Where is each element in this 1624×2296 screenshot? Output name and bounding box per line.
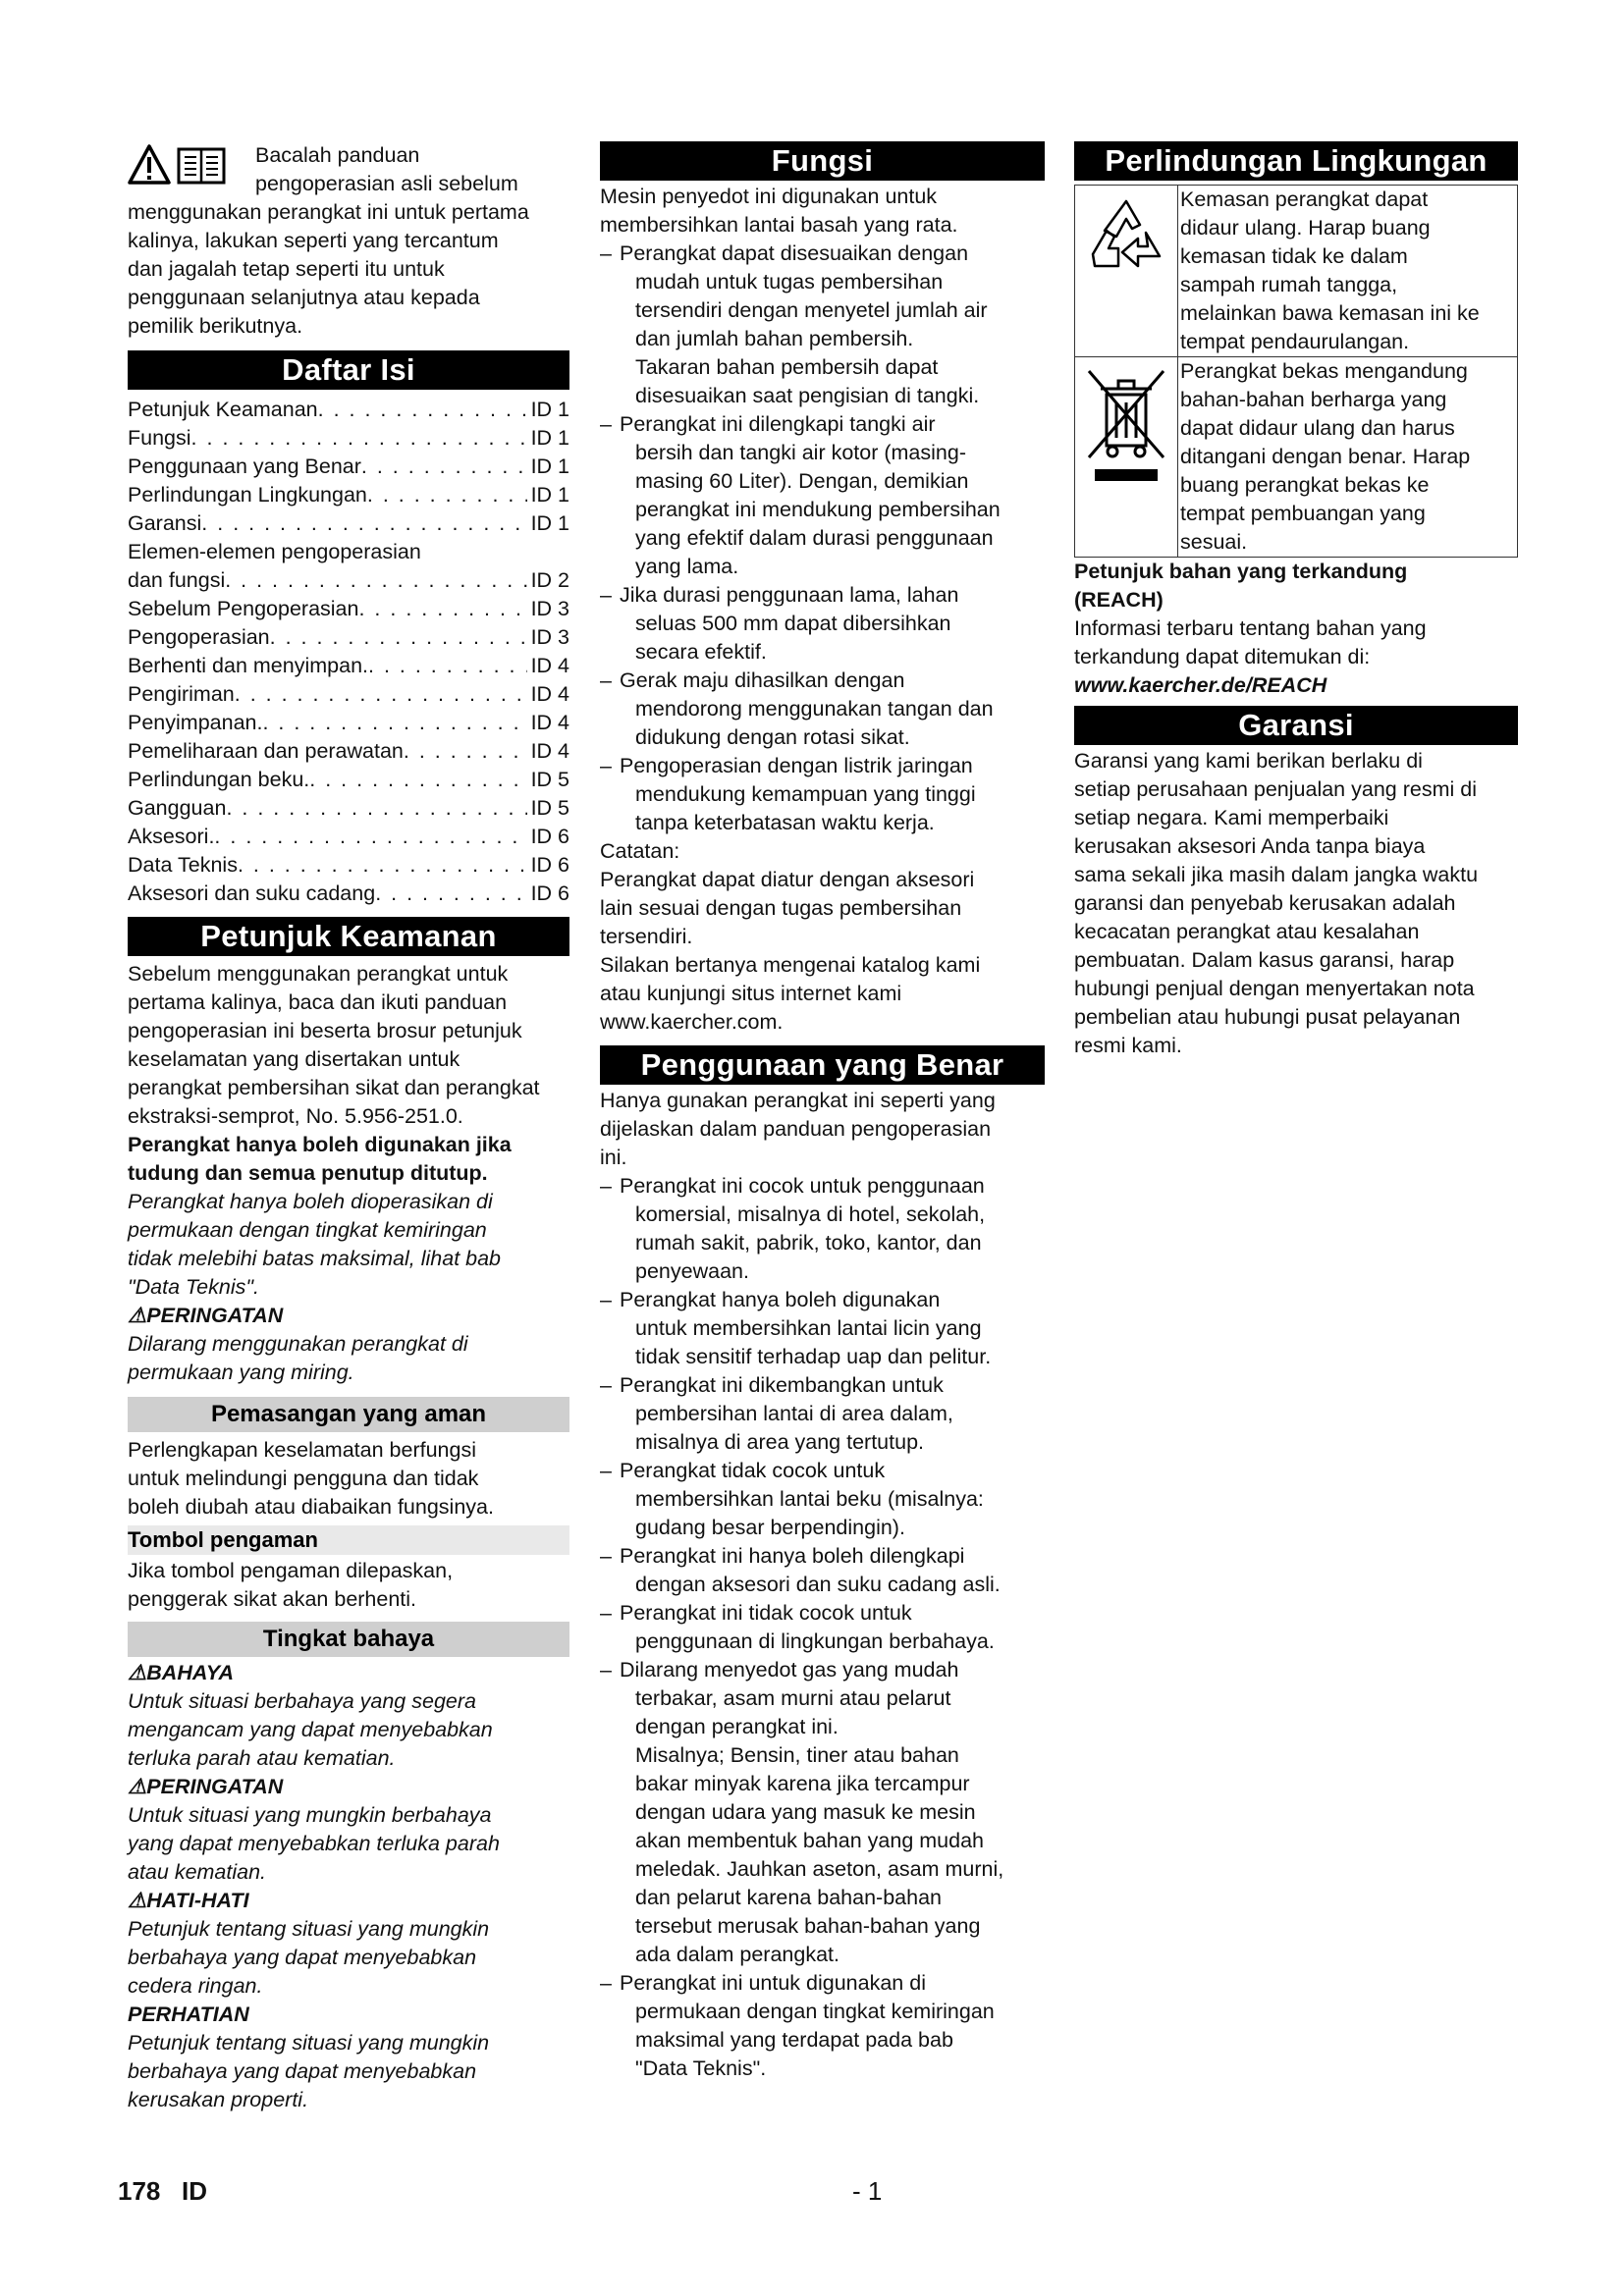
- usage-heading: Penggunaan yang Benar: [600, 1045, 1045, 1085]
- toc-entry-title: Pemeliharaan dan perawatan: [128, 739, 404, 763]
- intro-line: pemilik berikutnya.: [128, 314, 303, 338]
- toc-entry-page: ID 6: [530, 825, 569, 848]
- toc-entry-title: Aksesori dan suku cadang: [128, 881, 376, 905]
- text-line: tempat pendaurulangan.: [1180, 330, 1410, 353]
- list-item-line: rumah sakit, pabrik, toko, kantor, dan: [635, 1231, 982, 1255]
- list-item-line: dengan aksesori dan suku cadang asli.: [635, 1573, 1001, 1596]
- text-line: buang perangkat bekas ke: [1180, 473, 1430, 497]
- text-line: ekstraksi-semprot, No. 5.956-251.0.: [128, 1104, 463, 1128]
- toc-leader-dots: [262, 709, 526, 737]
- text-line: Perangkat dapat diatur dengan aksesori: [600, 868, 975, 891]
- warning-text: permukaan yang miring.: [128, 1361, 354, 1384]
- list-item: [600, 1656, 1045, 1969]
- toc-entry[interactable]: [128, 595, 569, 623]
- toc-entry-page: ID 4: [530, 682, 569, 706]
- text-line: pertama kalinya, baca dan ikuti panduan: [128, 990, 508, 1014]
- toc-leader-dots: [214, 823, 526, 851]
- toc-entry-page: ID 5: [530, 768, 569, 791]
- toc-entry-title: Elemen-elemen pengoperasian: [128, 540, 421, 563]
- toc-entry-page: ID 3: [530, 625, 569, 649]
- page-number-label: 178 ID: [118, 2176, 208, 2206]
- text-line: kemasan tidak ke dalam: [1180, 244, 1408, 268]
- list-item: [600, 667, 1045, 752]
- toc-entry-title: Berhenti dan menyimpan.: [128, 654, 369, 677]
- reach-heading: (REACH): [1074, 588, 1164, 612]
- text-line: resmi kami.: [1074, 1034, 1182, 1057]
- text-line: tersendiri.: [600, 925, 693, 948]
- toc-entry-page: ID 3: [530, 597, 569, 620]
- text-line: terkandung dapat ditemukan di:: [1074, 645, 1371, 668]
- list-item-line: Takaran bahan pembersih dapat: [635, 355, 939, 379]
- list-item-line: – Perangkat tidak cocok untuk: [600, 1457, 1045, 1485]
- list-item-line: – Perangkat ini dilengkapi tangki air: [600, 410, 1045, 439]
- toc-entry[interactable]: [128, 680, 569, 709]
- text-line: atau kunjungi situs internet kami: [600, 982, 902, 1005]
- safety-heading: Petunjuk Keamanan: [128, 917, 569, 956]
- toc-leader-dots: [201, 509, 526, 538]
- list-item-line: permukaan dengan tingkat kemiringan: [635, 2000, 995, 2023]
- list-item: [600, 752, 1045, 837]
- toc-entry-title: Garansi: [128, 511, 202, 535]
- list-item-line: terbakar, asam murni atau pelarut: [635, 1686, 951, 1710]
- list-item-line: meledak. Jauhkan aseton, asam murni,: [635, 1857, 1004, 1881]
- list-item-line: perangkat ini mendukung pembersihan: [635, 498, 1001, 521]
- text-line: keselamatan yang disertakan untuk: [128, 1047, 460, 1071]
- intro-note: [128, 141, 569, 341]
- install-heading: Pemasangan yang aman: [128, 1397, 569, 1432]
- list-item-line: mudah untuk tugas pembersihan: [635, 270, 944, 294]
- toc-entry[interactable]: [128, 424, 569, 453]
- warning-text: Untuk situasi yang mungkin berbahaya: [128, 1803, 492, 1827]
- toc-entry-title: Gangguan: [128, 796, 227, 820]
- toc-entry-page: ID 4: [530, 654, 569, 677]
- text-line: tempat pembuangan yang: [1180, 502, 1426, 525]
- toc-entry-page: ID 4: [530, 739, 569, 763]
- list-item-line: yang lama.: [635, 555, 739, 578]
- toc-entry[interactable]: [128, 851, 569, 880]
- text-line: bahan-bahan berharga yang: [1180, 388, 1447, 411]
- toc-leader-dots: [191, 424, 527, 453]
- toc-entry-title: Pengoperasian: [128, 625, 270, 649]
- toc-entry-title: Aksesori.: [128, 825, 215, 848]
- text-line: perangkat pembersihan sikat dan perangkat: [128, 1076, 540, 1099]
- caution-text: cedera ringan.: [128, 1974, 263, 1998]
- list-item: [600, 410, 1045, 581]
- list-item-line: ada dalam perangkat.: [635, 1943, 839, 1966]
- text-line: Hanya gunakan perangkat ini seperti yang: [600, 1089, 996, 1112]
- list-item-line: dan pelarut karena bahan-bahan: [635, 1886, 943, 1909]
- text-line: ini.: [600, 1146, 627, 1169]
- warning-manual-icon: [128, 143, 234, 187]
- text-line: hubungi penjual dengan menyertakan nota: [1074, 977, 1475, 1000]
- text-line: boleh diubah atau diabaikan fungsinya.: [128, 1495, 494, 1519]
- toc-entry-title: Petunjuk Keamanan: [128, 398, 318, 421]
- toc-leader-dots: [309, 766, 526, 794]
- notice-text: kerusakan properti.: [128, 2088, 309, 2111]
- text-line: pembuatan. Dalam kasus garansi, harap: [1074, 948, 1455, 972]
- list-item: [600, 1457, 1045, 1542]
- text-line: untuk melindungi pengguna dan tidak: [128, 1467, 479, 1490]
- list-item-line: gudang besar berpendingin).: [635, 1516, 905, 1539]
- toc-leader-dots: [367, 481, 527, 509]
- toc-entry-title: Fungsi: [128, 426, 191, 450]
- environment-table: [1074, 185, 1518, 558]
- list-item-line: secara efektif.: [635, 640, 767, 664]
- toc-entry[interactable]: [128, 396, 569, 424]
- text-line: Garansi yang kami berikan berlaku di: [1074, 749, 1423, 773]
- toc-leader-dots: [318, 396, 527, 424]
- toc-entry[interactable]: [128, 880, 569, 908]
- text-line: garansi dan penyebab kerusakan adalah: [1074, 891, 1456, 915]
- notice-text: Petunjuk tentang situasi yang mungkin: [128, 2031, 490, 2055]
- intro-line: Bacalah panduan: [255, 143, 420, 167]
- toc-entry-page: ID 6: [530, 881, 569, 905]
- toc-leader-dots: [226, 794, 526, 823]
- list-item-line: disesuaikan saat pengisian di tangki.: [635, 384, 980, 407]
- text-line: kecacatan perangkat atau kesalahan: [1074, 920, 1420, 943]
- text-line: lain sesuai dengan tugas pembersihan: [600, 896, 962, 920]
- list-item-line: untuk membersihkan lantai licin yang: [635, 1316, 982, 1340]
- warranty-text: [1074, 747, 1518, 1060]
- list-item-line: – Perangkat ini hanya boleh dilengkapi: [600, 1542, 1045, 1571]
- text-line: Informasi terbaru tentang bahan yang: [1074, 616, 1427, 640]
- list-item: [600, 1172, 1045, 1286]
- toc-leader-dots: [225, 566, 526, 595]
- list-item-line: yang efektif dalam durasi penggunaan: [635, 526, 994, 550]
- right-column: [1074, 141, 1518, 1060]
- toc-entry[interactable]: [128, 652, 569, 680]
- safety-intro: [128, 960, 569, 1131]
- list-item-line: dan jumlah bahan pembersih.: [635, 327, 914, 350]
- list-item-line: dengan perangkat ini.: [635, 1715, 839, 1738]
- text-line: Mesin penyedot ini digunakan untuk: [600, 185, 938, 208]
- list-item-line: mendorong menggunakan tangan dan: [635, 697, 994, 721]
- note-label: Catatan:: [600, 839, 680, 863]
- list-item: [600, 1969, 1045, 2083]
- list-item-line: – Perangkat ini cocok untuk penggunaan: [600, 1172, 1045, 1201]
- list-item: [600, 1286, 1045, 1371]
- text-line: Perangkat bekas mengandung: [1180, 359, 1468, 383]
- toc-entry[interactable]: [128, 481, 569, 509]
- list-item-line: seluas 500 mm dapat dibersihkan: [635, 612, 951, 635]
- intro-line: menggunakan perangkat ini untuk pertama: [128, 200, 529, 224]
- text-line: Kemasan perangkat dapat: [1180, 187, 1429, 211]
- usage-list: [600, 1172, 1045, 2083]
- list-item-line: "Data Teknis".: [635, 2056, 767, 2080]
- environment-heading: Perlindungan Lingkungan: [1074, 141, 1518, 181]
- toc-entry[interactable]: [128, 709, 569, 737]
- list-item: [600, 581, 1045, 667]
- text-line: Silakan bertanya mengenai katalog kami: [600, 953, 981, 977]
- list-item-line: mendukung kemampuan yang tinggi: [635, 782, 976, 806]
- text-line: pengoperasian ini beserta brosur petunjuk: [128, 1019, 522, 1042]
- warning-text: yang dapat menyebabkan terluka parah: [128, 1832, 500, 1855]
- warning-label: ⚠PERINGATAN: [128, 1775, 284, 1798]
- toc-entry[interactable]: [128, 566, 569, 595]
- list-item-line: pembersihan lantai di area dalam,: [635, 1402, 953, 1425]
- toc-entry[interactable]: [128, 737, 569, 766]
- function-list: [600, 240, 1045, 837]
- list-item-line: tanpa keterbatasan waktu kerja.: [635, 811, 935, 834]
- toc-entry[interactable]: [128, 453, 569, 481]
- bold-notice: tudung dan semua penutup ditutup.: [128, 1161, 488, 1185]
- list-item-line: komersial, misalnya di hotel, sekolah,: [635, 1202, 986, 1226]
- danger-text: terluka parah atau kematian.: [128, 1746, 396, 1770]
- toc-entry-page: ID 1: [530, 398, 569, 421]
- toc-entry[interactable]: [128, 538, 569, 566]
- text-line: sesuai.: [1180, 530, 1248, 554]
- text-line: www.kaercher.com.: [600, 1010, 784, 1034]
- list-item-line: dengan udara yang masuk ke mesin: [635, 1800, 976, 1824]
- toc-entry-page: ID 1: [530, 511, 569, 535]
- text-line: Sebelum menggunakan perangkat untuk: [128, 962, 509, 986]
- list-item-line: maksimal yang terdapat pada bab: [635, 2028, 953, 2052]
- text-line: dijelaskan dalam panduan pengoperasian: [600, 1117, 992, 1141]
- list-item: [600, 1371, 1045, 1457]
- intro-line: penggunaan selanjutnya atau kepada: [128, 286, 480, 309]
- intro-line: pengoperasian asli sebelum: [255, 172, 518, 195]
- warning-text: Dilarang menggunakan perangkat di: [128, 1332, 468, 1356]
- list-item: [600, 240, 1045, 410]
- env-row-disposal: [1075, 356, 1517, 557]
- toc-heading: Daftar Isi: [128, 350, 569, 390]
- text-line: setiap perusahaan penjualan yang resmi di: [1074, 777, 1477, 801]
- list-item-line: – Perangkat dapat disesuaikan dengan: [600, 240, 1045, 268]
- toc-leader-dots: [358, 595, 526, 623]
- env-row-packaging: [1075, 186, 1517, 356]
- toc-entry-title: Penggunaan yang Benar: [128, 454, 361, 478]
- toc-entry-title: Data Teknis: [128, 853, 238, 877]
- toc-leader-dots: [368, 652, 527, 680]
- danger-text: mengancam yang dapat menyebabkan: [128, 1718, 493, 1741]
- list-item: [600, 1542, 1045, 1599]
- toc-entry-title: Perlindungan beku.: [128, 768, 310, 791]
- danger-level-heading: Tingkat bahaya: [128, 1622, 569, 1657]
- text-line: setiap negara. Kami memperbaiki: [1074, 806, 1389, 829]
- italic-notice: tidak melebihi batas maksimal, lihat bab: [128, 1247, 502, 1270]
- list-item-line: – Gerak maju dihasilkan dengan: [600, 667, 1045, 695]
- text-line: sampah rumah tangga,: [1180, 273, 1398, 296]
- recycle-icon: [1075, 186, 1178, 356]
- list-item-line: penyewaan.: [635, 1259, 749, 1283]
- crossed-bin-icon: [1075, 357, 1178, 557]
- toc-entry-title: Perlindungan Lingkungan: [128, 483, 367, 507]
- italic-notice: permukaan dengan tingkat kemiringan: [128, 1218, 487, 1242]
- text-line: didaur ulang. Harap buang: [1180, 216, 1431, 240]
- list-item-line: – Pengoperasian dengan listrik jaringan: [600, 752, 1045, 780]
- caution-text: Petunjuk tentang situasi yang mungkin: [128, 1917, 490, 1941]
- list-item-line: bakar minyak karena jika tercampur: [635, 1772, 970, 1795]
- list-item-line: – Dilarang menyedot gas yang mudah: [600, 1656, 1045, 1684]
- list-item-line: – Jika durasi penggunaan lama, lahan: [600, 581, 1045, 610]
- intro-line: dan jagalah tetap seperti itu untuk: [128, 257, 445, 281]
- notice-text: berbahaya yang dapat menyebabkan: [128, 2059, 477, 2083]
- env-text-disposal: [1178, 357, 1517, 557]
- list-item-line: – Perangkat ini tidak cocok untuk: [600, 1599, 1045, 1628]
- toc-entry-title: Pengiriman: [128, 682, 235, 706]
- toc-leader-dots: [235, 680, 527, 709]
- text-line: ditangani dengan benar. Harap: [1180, 445, 1471, 468]
- list-item: [600, 1599, 1045, 1656]
- warning-label: ⚠PERINGATAN: [128, 1304, 284, 1327]
- toc-entry-title: Penyimpanan.: [128, 711, 263, 734]
- toc-entry-page: ID 1: [530, 426, 569, 450]
- toc-entry-page: ID 2: [530, 568, 569, 592]
- warranty-heading: Garansi: [1074, 706, 1518, 745]
- list-item-line: penggunaan di lingkungan berbahaya.: [635, 1629, 995, 1653]
- text-line: penggerak sikat akan berhenti.: [128, 1587, 417, 1611]
- list-item-line: Misalnya; Bensin, tiner atau bahan: [635, 1743, 959, 1767]
- table-of-contents: [128, 396, 569, 908]
- bold-notice: Perangkat hanya boleh digunakan jika: [128, 1133, 512, 1156]
- list-item-line: – Perangkat ini untuk digunakan di: [600, 1969, 1045, 1998]
- function-heading: Fungsi: [600, 141, 1045, 181]
- toc-leader-dots: [404, 737, 527, 766]
- text-line: dapat didaur ulang dan harus: [1180, 416, 1455, 440]
- italic-notice: Perangkat hanya boleh dioperasikan di: [128, 1190, 493, 1213]
- toc-entry[interactable]: [128, 766, 569, 794]
- list-item-line: tidak sensitif terhadap uap dan pelitur.: [635, 1345, 992, 1368]
- toc-entry-page: ID 1: [530, 483, 569, 507]
- warning-text: atau kematian.: [128, 1860, 267, 1884]
- list-item-line: – Perangkat hanya boleh digunakan: [600, 1286, 1045, 1314]
- safety-button-heading: Tombol pengaman: [128, 1525, 569, 1555]
- reach-heading: Petunjuk bahan yang terkandung: [1074, 560, 1408, 583]
- list-item-line: tersendiri dengan menyetel jumlah air: [635, 298, 988, 322]
- toc-entry[interactable]: [128, 794, 569, 823]
- toc-entry-page: ID 4: [530, 711, 569, 734]
- list-item-line: tersebut merusak bahan-bahan yang: [635, 1914, 981, 1938]
- middle-column: [600, 141, 1045, 2083]
- list-item-line: akan membentuk bahan yang mudah: [635, 1829, 984, 1852]
- list-item-line: membersihkan lantai beku (misalnya:: [635, 1487, 984, 1511]
- toc-leader-dots: [361, 453, 527, 481]
- left-column: [128, 141, 569, 2114]
- danger-text: Untuk situasi berbahaya yang segera: [128, 1689, 476, 1713]
- list-item-line: misalnya di area yang tertutup.: [635, 1430, 924, 1454]
- text-line: sama sekali jika masih dalam jangka waktu: [1074, 863, 1479, 886]
- toc-entry-title: Sebelum Pengoperasian: [128, 597, 359, 620]
- caution-label: ⚠HATI-HATI: [128, 1889, 249, 1912]
- list-item-line: masing 60 Liter). Dengan, demikian: [635, 469, 969, 493]
- text-line: melainkan bawa kemasan ini ke: [1180, 301, 1480, 325]
- list-item-line: bersih dan tangki air kotor (masing-: [635, 441, 966, 464]
- env-text-packaging: [1178, 186, 1517, 356]
- toc-entry[interactable]: [128, 623, 569, 652]
- text-line: kerusakan aksesori Anda tanpa biaya: [1074, 834, 1426, 858]
- text-line: pembelian atau hubungi pusat pelayanan: [1074, 1005, 1461, 1029]
- danger-label: ⚠BAHAYA: [128, 1661, 235, 1684]
- toc-entry-page: ID 5: [530, 796, 569, 820]
- list-item-line: didukung dengan rotasi sikat.: [635, 725, 910, 749]
- page-center-number: - 1: [852, 2176, 883, 2206]
- toc-leader-dots: [238, 851, 527, 880]
- toc-entry-page: ID 6: [530, 853, 569, 877]
- list-item-line: – Perangkat ini dikembangkan untuk: [600, 1371, 1045, 1400]
- toc-entry-title: dan fungsi: [128, 568, 226, 592]
- text-line: Perlengkapan keselamatan berfungsi: [128, 1438, 476, 1462]
- toc-leader-dots: [375, 880, 526, 908]
- caution-text: berbahaya yang dapat menyebabkan: [128, 1946, 477, 1969]
- notice-label: PERHATIAN: [128, 2002, 249, 2026]
- toc-entry[interactable]: [128, 823, 569, 851]
- intro-line: kalinya, lakukan seperti yang tercantum: [128, 229, 499, 252]
- text-line: membersihkan lantai basah yang rata.: [600, 213, 958, 237]
- toc-entry-page: ID 1: [530, 454, 569, 478]
- toc-leader-dots: [270, 623, 527, 652]
- text-line: Jika tombol pengaman dilepaskan,: [128, 1559, 454, 1582]
- italic-notice: "Data Teknis".: [128, 1275, 259, 1299]
- reach-link[interactable]: www.kaercher.de/REACH: [1074, 673, 1327, 697]
- toc-entry[interactable]: [128, 509, 569, 538]
